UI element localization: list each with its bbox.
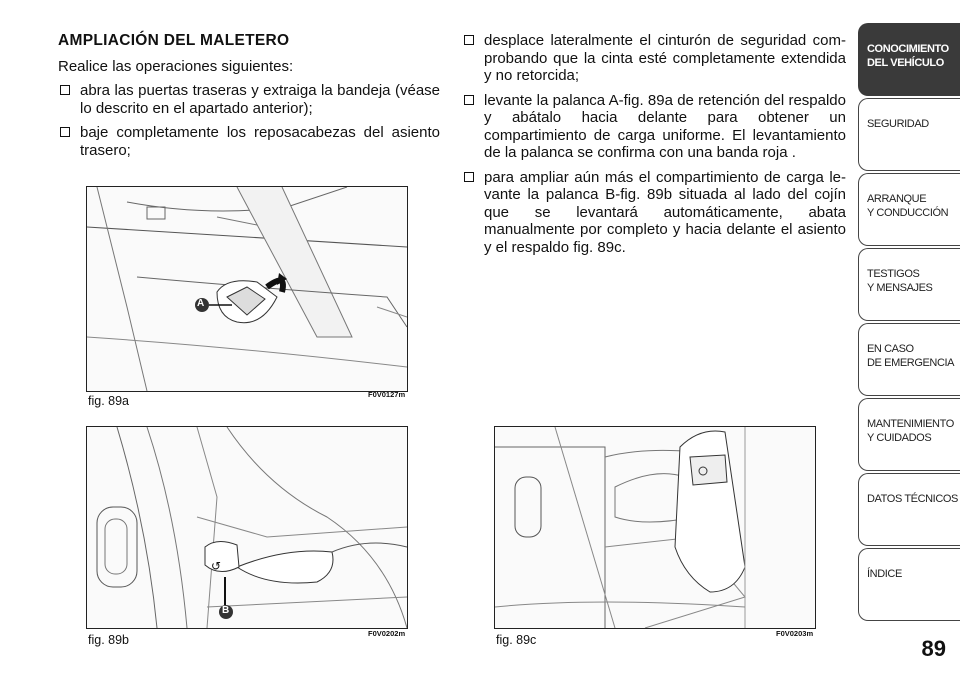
left-list xyxy=(58,82,440,159)
tab-label: SEGURIDAD xyxy=(867,118,929,130)
tab-seguridad[interactable] xyxy=(858,98,960,171)
right-column xyxy=(462,32,846,263)
tab-label: Y CONDUCCIÓN xyxy=(867,207,949,219)
tab-label: ARRANQUE xyxy=(867,193,927,205)
fig-89b-code: F0V0202m xyxy=(368,629,406,638)
tab-label: Y MENSAJES xyxy=(867,282,933,294)
fig-89c-caption: fig. 89c xyxy=(496,633,537,647)
fig-89b-caption: fig. 89b xyxy=(88,633,130,647)
tab-label: ÍNDICE xyxy=(867,568,902,580)
intro-text: Realice las operaciones siguientes: xyxy=(58,57,294,75)
tab-label: DEL VEHÍCULO xyxy=(867,57,944,69)
tab-label: DE EMERGENCIA xyxy=(867,357,955,369)
list-item: baje completamente los reposacabezas del asiento trasero; xyxy=(58,124,440,159)
tab-conocimiento[interactable] xyxy=(858,23,960,96)
svg-text:↺: ↺ xyxy=(211,559,222,573)
list-item: abra las puertas traseras y extraiga la bandeja (véase lo descrito en el apartado anterior); xyxy=(58,82,440,117)
tab-label: DATOS TÉCNICOS xyxy=(867,493,958,505)
figure-89b xyxy=(86,426,408,629)
tab-emergencia[interactable] xyxy=(858,323,960,396)
fig-89a-code: F0V0127m xyxy=(368,390,406,399)
list-item: levante la palanca A-fig. 89a de retención del respaldo y abátalo hacia delante para obtener un compartimiento de carga uniforme. El levantamiento de la palanca se confirma con una banda roja . xyxy=(462,92,846,162)
right-list xyxy=(462,32,846,256)
tab-datos-tecnicos[interactable] xyxy=(858,473,960,546)
page-number: 89 xyxy=(921,636,946,661)
seat-lever-b-illustration xyxy=(87,427,407,628)
tab-arranque[interactable] xyxy=(858,173,960,246)
tab-indice[interactable] xyxy=(858,548,960,621)
section-title: AMPLIACIÓN DEL MALETERO xyxy=(58,32,290,49)
tab-mantenimiento[interactable] xyxy=(858,398,960,471)
figure-89c xyxy=(494,426,816,629)
fig-89c-code: F0V0203m xyxy=(776,629,814,638)
tab-label: MANTENIMIENTO xyxy=(867,418,954,430)
chapter-sidebar xyxy=(858,23,960,623)
tab-label: TESTIGOS xyxy=(867,268,920,280)
figure-89a xyxy=(86,186,408,392)
tab-label: EN CASO xyxy=(867,343,914,355)
tab-label: Y CUIDADOS xyxy=(867,432,932,444)
folded-seat-illustration xyxy=(495,427,815,628)
list-item: desplace lateralmente el cinturón de seguridad com-probando que la cinta esté completamente extendida y no retorcida; xyxy=(462,32,846,85)
label-a-marker xyxy=(87,187,407,391)
label-a: A xyxy=(197,298,205,309)
label-b: B xyxy=(222,605,230,616)
tab-label: CONOCIMIENTO xyxy=(867,43,949,55)
left-column xyxy=(58,32,440,166)
tab-testigos[interactable] xyxy=(858,248,960,321)
fig-89a-caption: fig. 89a xyxy=(88,394,130,408)
list-item: para ampliar aún más el compartimiento de carga le-vante la palanca B-fig. 89b situada al lado del cojín que se levantará automáticamente, abata manualmente por completo y hacia delante el asiento y el respaldo fig. 89c. xyxy=(462,169,846,257)
